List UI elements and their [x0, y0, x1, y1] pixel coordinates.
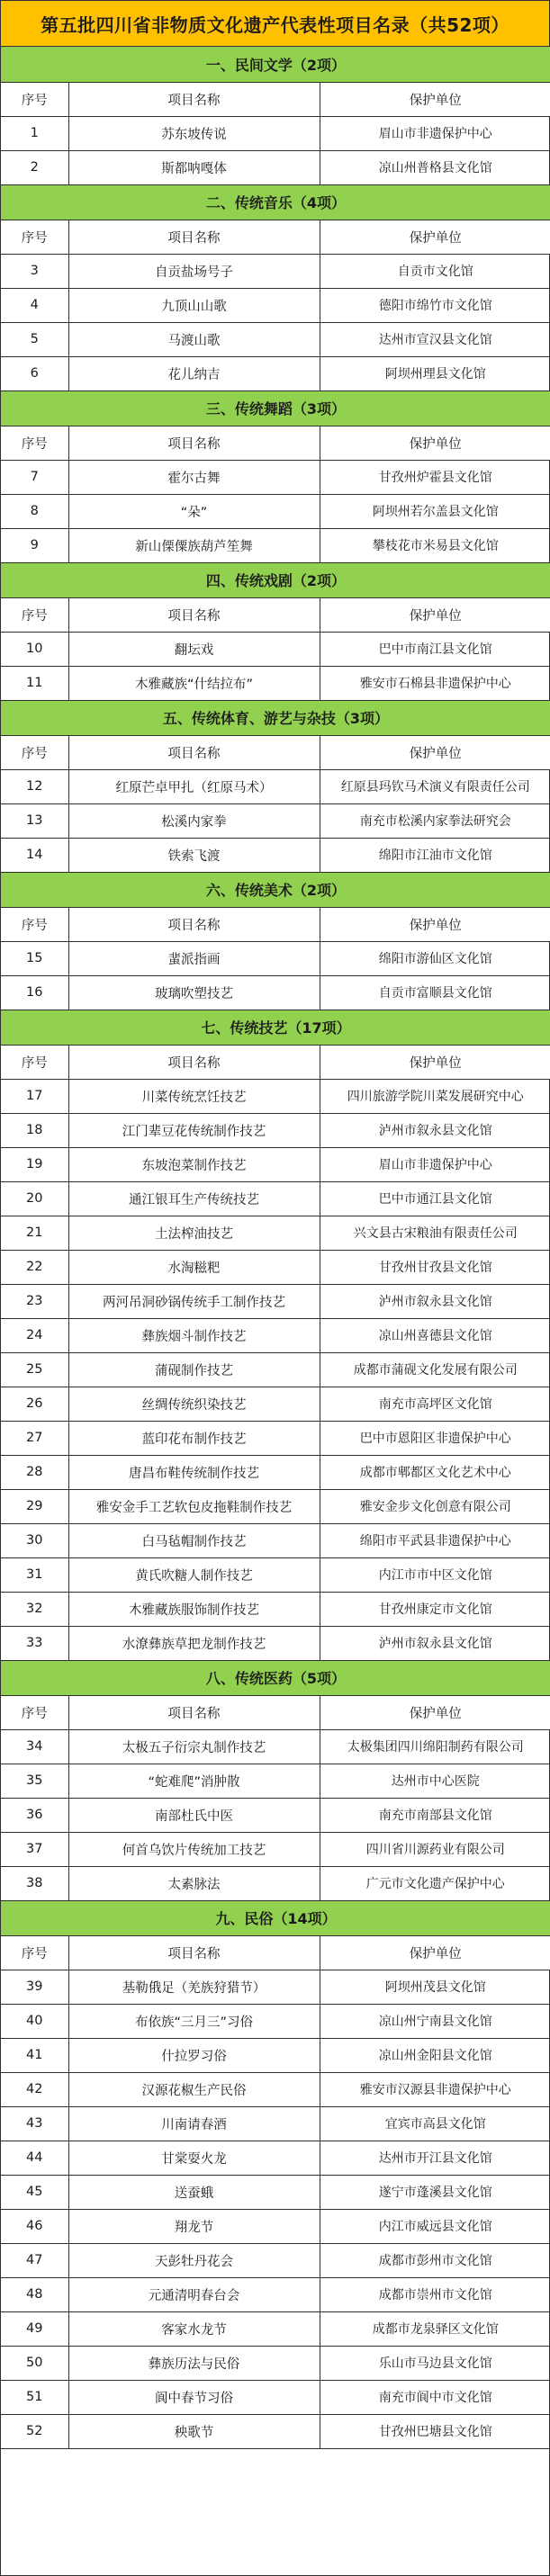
table-row — [1, 803, 550, 838]
table-row — [1, 494, 550, 528]
item-org: 巴中市南江县文化馆 — [320, 632, 550, 666]
item-org: 兴文县古宋粮油有限责任公司 — [320, 1216, 550, 1250]
item-name: 基勒俄足（羌族狩猎节） — [68, 1970, 320, 2004]
item-name: 新山傈僳族葫芦笙舞 — [68, 528, 320, 562]
item-number: 17 — [1, 1079, 68, 1113]
section-row — [1, 1010, 550, 1045]
column-header-org: 保护单位 — [320, 907, 550, 941]
item-number: 7 — [1, 460, 68, 494]
section-title: 五、传统体育、游艺与杂技（3项） — [1, 700, 550, 735]
section-title: 四、传统戏剧（2项） — [1, 562, 550, 597]
section-title: 六、传统美术（2项） — [1, 872, 550, 907]
section-title: 三、传统舞蹈（3项） — [1, 390, 550, 426]
item-org: 四川旅游学院川菜发展研究中心 — [320, 1079, 550, 1113]
item-number: 27 — [1, 1421, 68, 1455]
item-name: 斯都呐嘎体 — [68, 150, 320, 184]
item-number: 4 — [1, 288, 68, 322]
item-name: 秧歌节 — [68, 2414, 320, 2448]
item-number: 10 — [1, 632, 68, 666]
item-number: 37 — [1, 1832, 68, 1866]
table-row — [1, 1455, 550, 1489]
column-header-row — [1, 82, 550, 116]
column-header-no: 序号 — [1, 735, 68, 769]
item-org: 太极集团四川绵阳制药有限公司 — [320, 1729, 550, 1764]
item-name: 霍尔古舞 — [68, 460, 320, 494]
item-name: 白马毡帽制作技艺 — [68, 1523, 320, 1557]
table-row — [1, 2311, 550, 2346]
column-header-name: 项目名称 — [68, 82, 320, 116]
item-org: 南充市高坪区文化馆 — [320, 1387, 550, 1421]
item-org: 甘孜州炉霍县文化馆 — [320, 460, 550, 494]
item-name: 彝族历法与民俗 — [68, 2346, 320, 2380]
item-number: 42 — [1, 2072, 68, 2106]
item-name: 何首乌饮片传统加工技艺 — [68, 1832, 320, 1866]
item-name: 南部杜氏中医 — [68, 1798, 320, 1832]
item-number: 49 — [1, 2311, 68, 2346]
item-number: 44 — [1, 2141, 68, 2175]
item-name: 汉源花椒生产民俗 — [68, 2072, 320, 2106]
item-name: 东坡泡菜制作技艺 — [68, 1147, 320, 1181]
item-org: 乐山市马边县文化馆 — [320, 2346, 550, 2380]
table-row — [1, 1387, 550, 1421]
table-row — [1, 1113, 550, 1147]
item-number: 38 — [1, 1866, 68, 1900]
item-name: 川南请春酒 — [68, 2106, 320, 2141]
section-title: 九、民俗（14项） — [1, 1900, 550, 1935]
table-row — [1, 769, 550, 803]
item-name: 铁索飞渡 — [68, 838, 320, 872]
item-number: 20 — [1, 1181, 68, 1216]
column-header-no: 序号 — [1, 1045, 68, 1079]
item-name: 玻璃吹塑技艺 — [68, 975, 320, 1010]
table-row — [1, 528, 550, 562]
table-row — [1, 2106, 550, 2141]
table-row — [1, 1557, 550, 1592]
item-org: 遂宁市蓬溪县文化馆 — [320, 2175, 550, 2209]
item-number: 21 — [1, 1216, 68, 1250]
table-row — [1, 1352, 550, 1387]
item-number: 24 — [1, 1318, 68, 1352]
item-org: 甘孜州康定市文化馆 — [320, 1592, 550, 1626]
column-header-row — [1, 1695, 550, 1729]
section-row — [1, 1660, 550, 1695]
item-org: 巴中市通江县文化馆 — [320, 1181, 550, 1216]
table-row — [1, 2175, 550, 2209]
item-number: 16 — [1, 975, 68, 1010]
item-org: 达州市开江县文化馆 — [320, 2141, 550, 2175]
item-org: 南充市阆中市文化馆 — [320, 2380, 550, 2414]
item-org: 凉山州喜德县文化馆 — [320, 1318, 550, 1352]
table-row — [1, 1250, 550, 1284]
table-row — [1, 288, 550, 322]
item-org: 雅安市汉源县非遗保护中心 — [320, 2072, 550, 2106]
table-row — [1, 1970, 550, 2004]
column-header-org: 保护单位 — [320, 82, 550, 116]
column-header-org: 保护单位 — [320, 1695, 550, 1729]
item-number: 50 — [1, 2346, 68, 2380]
item-name: 川菜传统烹饪技艺 — [68, 1079, 320, 1113]
item-org: 成都市蒲砚文化发展有限公司 — [320, 1352, 550, 1387]
item-number: 3 — [1, 254, 68, 288]
column-header-no: 序号 — [1, 82, 68, 116]
item-name: 丝绸传统织染技艺 — [68, 1387, 320, 1421]
item-number: 43 — [1, 2106, 68, 2141]
item-name: 什拉罗习俗 — [68, 2038, 320, 2072]
item-org: 雅安金步文化创意有限公司 — [320, 1489, 550, 1523]
item-number: 23 — [1, 1284, 68, 1318]
table-row — [1, 1592, 550, 1626]
item-name: 苏东坡传说 — [68, 116, 320, 150]
item-number: 51 — [1, 2380, 68, 2414]
item-name: 通江银耳生产传统技艺 — [68, 1181, 320, 1216]
item-name: 送蚕蛾 — [68, 2175, 320, 2209]
table-row — [1, 1421, 550, 1455]
table-body — [1, 47, 550, 2448]
item-number: 12 — [1, 769, 68, 803]
column-header-org: 保护单位 — [320, 735, 550, 769]
item-org: 雅安市石棉县非遗保护中心 — [320, 666, 550, 700]
column-header-name: 项目名称 — [68, 1935, 320, 1970]
item-number: 34 — [1, 1729, 68, 1764]
table-row — [1, 941, 550, 975]
column-header-no: 序号 — [1, 1935, 68, 1970]
table-row — [1, 1318, 550, 1352]
column-header-row — [1, 1045, 550, 1079]
item-name: 花儿纳吉 — [68, 356, 320, 390]
item-number: 41 — [1, 2038, 68, 2072]
item-number: 9 — [1, 528, 68, 562]
table-row — [1, 1832, 550, 1866]
table-row — [1, 975, 550, 1010]
item-org: 南充市松溪内家拳法研究会 — [320, 803, 550, 838]
item-name: 太素脉法 — [68, 1866, 320, 1900]
item-org: 成都市彭州市文化馆 — [320, 2243, 550, 2277]
table-row — [1, 1147, 550, 1181]
item-name: 蒲砚制作技艺 — [68, 1352, 320, 1387]
column-header-name: 项目名称 — [68, 597, 320, 632]
item-name: 松溪内家拳 — [68, 803, 320, 838]
table-row — [1, 1284, 550, 1318]
item-org: 广元市文化遗产保护中心 — [320, 1866, 550, 1900]
item-name: 翻坛戏 — [68, 632, 320, 666]
table-row — [1, 1181, 550, 1216]
table-row — [1, 116, 550, 150]
item-name: 马渡山歌 — [68, 322, 320, 356]
item-org: 眉山市非遗保护中心 — [320, 1147, 550, 1181]
item-name: 黄氏吹糖人制作技艺 — [68, 1557, 320, 1592]
table-row — [1, 1729, 550, 1764]
item-name: 天彭牡丹花会 — [68, 2243, 320, 2277]
section-title: 一、民间文学（2项） — [1, 47, 550, 82]
item-org: 成都市郫都区文化艺术中心 — [320, 1455, 550, 1489]
item-number: 35 — [1, 1764, 68, 1798]
item-org: 凉山州金阳县文化馆 — [320, 2038, 550, 2072]
item-number: 28 — [1, 1455, 68, 1489]
item-name: 蜚派指画 — [68, 941, 320, 975]
item-org: 泸州市叙永县文化馆 — [320, 1284, 550, 1318]
item-org: 凉山州宁南县文化馆 — [320, 2004, 550, 2038]
table-row — [1, 1626, 550, 1660]
item-org: 凉山州普格县文化馆 — [320, 150, 550, 184]
item-number: 8 — [1, 494, 68, 528]
item-name: 水潦彝族草把龙制作技艺 — [68, 1626, 320, 1660]
item-number: 33 — [1, 1626, 68, 1660]
column-header-org: 保护单位 — [320, 426, 550, 460]
item-name: 两河吊洞砂锅传统手工制作技艺 — [68, 1284, 320, 1318]
item-org: 巴中市恩阳区非遗保护中心 — [320, 1421, 550, 1455]
item-number: 14 — [1, 838, 68, 872]
column-header-name: 项目名称 — [68, 426, 320, 460]
column-header-row — [1, 220, 550, 254]
document-title: 第五批四川省非物质文化遗产代表性项目名录（共52项） — [1, 1, 549, 47]
column-header-row — [1, 1935, 550, 1970]
item-name: 甘棠耍火龙 — [68, 2141, 320, 2175]
item-org: 内江市市中区文化馆 — [320, 1557, 550, 1592]
item-number: 36 — [1, 1798, 68, 1832]
item-org: 南充市南部县文化馆 — [320, 1798, 550, 1832]
section-row — [1, 562, 550, 597]
item-number: 26 — [1, 1387, 68, 1421]
item-name: 土法榨油技艺 — [68, 1216, 320, 1250]
column-header-org: 保护单位 — [320, 1935, 550, 1970]
item-org: 达州市宣汉县文化馆 — [320, 322, 550, 356]
table-row — [1, 666, 550, 700]
item-number: 39 — [1, 1970, 68, 2004]
item-org: 阿坝州茂县文化馆 — [320, 1970, 550, 2004]
item-number: 40 — [1, 2004, 68, 2038]
item-number: 1 — [1, 116, 68, 150]
section-row — [1, 184, 550, 220]
item-number: 2 — [1, 150, 68, 184]
table-row — [1, 1523, 550, 1557]
item-number: 47 — [1, 2243, 68, 2277]
column-header-org: 保护单位 — [320, 220, 550, 254]
item-name: 蓝印花布制作技艺 — [68, 1421, 320, 1455]
item-name: 客家水龙节 — [68, 2311, 320, 2346]
table-row — [1, 2072, 550, 2106]
item-name: 唐昌布鞋传统制作技艺 — [68, 1455, 320, 1489]
item-number: 29 — [1, 1489, 68, 1523]
table-row — [1, 1798, 550, 1832]
item-number: 18 — [1, 1113, 68, 1147]
table-row — [1, 1216, 550, 1250]
column-header-row — [1, 597, 550, 632]
item-name: 翔龙节 — [68, 2209, 320, 2243]
item-name: 自贡盐场号子 — [68, 254, 320, 288]
table-row — [1, 2346, 550, 2380]
item-number: 46 — [1, 2209, 68, 2243]
item-name: “蛇难爬”消肿散 — [68, 1764, 320, 1798]
section-row — [1, 390, 550, 426]
column-header-no: 序号 — [1, 1695, 68, 1729]
item-name: 布依族“三月三”习俗 — [68, 2004, 320, 2038]
column-header-row — [1, 735, 550, 769]
item-name: 江门辈豆花传统制作技艺 — [68, 1113, 320, 1147]
item-org: 泸州市叙永县文化馆 — [320, 1626, 550, 1660]
column-header-name: 项目名称 — [68, 1695, 320, 1729]
table-row — [1, 2038, 550, 2072]
item-org: 宜宾市高县文化馆 — [320, 2106, 550, 2141]
section-row — [1, 872, 550, 907]
item-name: 水淘糍粑 — [68, 1250, 320, 1284]
section-title: 二、传统音乐（4项） — [1, 184, 550, 220]
item-name: 木雅藏族服饰制作技艺 — [68, 1592, 320, 1626]
table-row — [1, 254, 550, 288]
item-org: 绵阳市游仙区文化馆 — [320, 941, 550, 975]
column-header-no: 序号 — [1, 597, 68, 632]
item-org: 甘孜州巴塘县文化馆 — [320, 2414, 550, 2448]
table-row — [1, 2243, 550, 2277]
section-row — [1, 47, 550, 82]
item-org: 甘孜州甘孜县文化馆 — [320, 1250, 550, 1284]
item-number: 13 — [1, 803, 68, 838]
item-org: 绵阳市江油市文化馆 — [320, 838, 550, 872]
item-org: 攀枝花市米易县文化馆 — [320, 528, 550, 562]
item-name: 红原芒卓甲扎（红原马术） — [68, 769, 320, 803]
table-row — [1, 1079, 550, 1113]
item-number: 19 — [1, 1147, 68, 1181]
section-title: 七、传统技艺（17项） — [1, 1010, 550, 1045]
item-number: 11 — [1, 666, 68, 700]
column-header-name: 项目名称 — [68, 220, 320, 254]
item-org: 内江市威远县文化馆 — [320, 2209, 550, 2243]
column-header-row — [1, 426, 550, 460]
table-row — [1, 2141, 550, 2175]
item-name: 雅安金手工艺软包皮拖鞋制作技艺 — [68, 1489, 320, 1523]
item-org: 达州市中心医院 — [320, 1764, 550, 1798]
item-name: 九顶山山歌 — [68, 288, 320, 322]
item-number: 25 — [1, 1352, 68, 1387]
item-name: 太极五子衍宗丸制作技艺 — [68, 1729, 320, 1764]
item-org: 眉山市非遗保护中心 — [320, 116, 550, 150]
item-org: 自贡市文化馆 — [320, 254, 550, 288]
item-number: 48 — [1, 2277, 68, 2311]
item-number: 22 — [1, 1250, 68, 1284]
item-org: 阿坝州理县文化馆 — [320, 356, 550, 390]
item-org: 成都市龙泉驿区文化馆 — [320, 2311, 550, 2346]
column-header-row — [1, 907, 550, 941]
item-org: 德阳市绵竹市文化馆 — [320, 288, 550, 322]
item-number: 30 — [1, 1523, 68, 1557]
table-row — [1, 632, 550, 666]
item-name: 阆中春节习俗 — [68, 2380, 320, 2414]
table-row — [1, 2414, 550, 2448]
item-org: 泸州市叙永县文化馆 — [320, 1113, 550, 1147]
item-number: 31 — [1, 1557, 68, 1592]
heritage-table — [1, 47, 550, 2449]
section-row — [1, 1900, 550, 1935]
table-row — [1, 322, 550, 356]
table-row — [1, 2209, 550, 2243]
table-row — [1, 2380, 550, 2414]
table-row — [1, 460, 550, 494]
item-org: 红原县玛钦马术演义有限责任公司 — [320, 769, 550, 803]
item-number: 5 — [1, 322, 68, 356]
table-row — [1, 1489, 550, 1523]
column-header-name: 项目名称 — [68, 907, 320, 941]
item-org: 四川省川源药业有限公司 — [320, 1832, 550, 1866]
item-org: 绵阳市平武县非遗保护中心 — [320, 1523, 550, 1557]
item-number: 6 — [1, 356, 68, 390]
table-row — [1, 2277, 550, 2311]
table-row — [1, 356, 550, 390]
item-number: 32 — [1, 1592, 68, 1626]
item-number: 15 — [1, 941, 68, 975]
item-org: 阿坝州若尔盖县文化馆 — [320, 494, 550, 528]
table-row — [1, 838, 550, 872]
table-row — [1, 150, 550, 184]
column-header-name: 项目名称 — [68, 1045, 320, 1079]
column-header-no: 序号 — [1, 907, 68, 941]
item-name: 木雅藏族“什结拉布” — [68, 666, 320, 700]
item-org: 成都市崇州市文化馆 — [320, 2277, 550, 2311]
item-org: 自贡市富顺县文化馆 — [320, 975, 550, 1010]
item-number: 45 — [1, 2175, 68, 2209]
column-header-name: 项目名称 — [68, 735, 320, 769]
column-header-org: 保护单位 — [320, 597, 550, 632]
column-header-org: 保护单位 — [320, 1045, 550, 1079]
item-name: 元通清明春台会 — [68, 2277, 320, 2311]
section-row — [1, 700, 550, 735]
table-row — [1, 1866, 550, 1900]
item-number: 52 — [1, 2414, 68, 2448]
column-header-no: 序号 — [1, 426, 68, 460]
column-header-no: 序号 — [1, 220, 68, 254]
section-title: 八、传统医药（5项） — [1, 1660, 550, 1695]
item-name: 彝族烟斗制作技艺 — [68, 1318, 320, 1352]
item-name: “朵” — [68, 494, 320, 528]
table-row — [1, 1764, 550, 1798]
table-row — [1, 2004, 550, 2038]
